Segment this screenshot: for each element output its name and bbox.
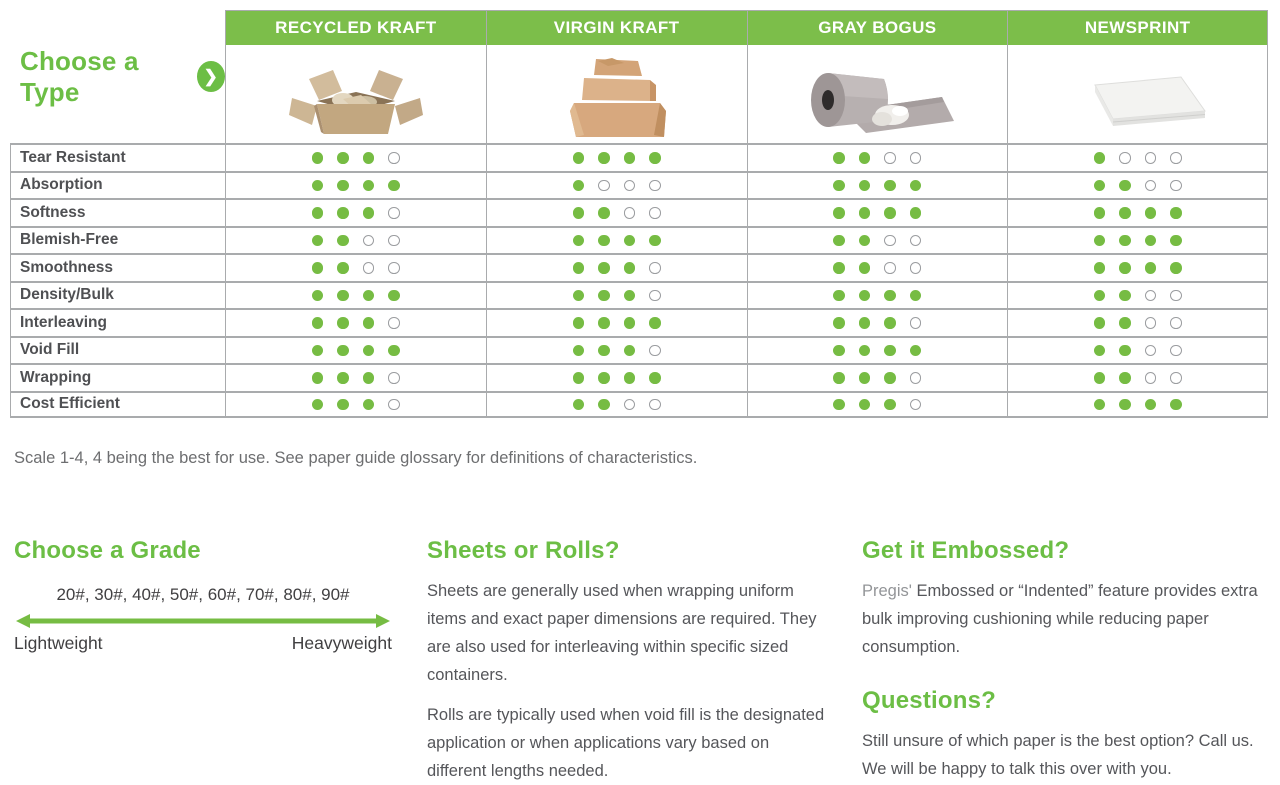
rating-dot-filled	[859, 372, 871, 384]
rating-dot-filled	[573, 345, 585, 357]
column-header-gray-bogus	[747, 10, 1008, 45]
rating-cell	[486, 391, 747, 419]
rating-dot-filled	[598, 235, 610, 247]
rating-dot-empty	[1170, 290, 1182, 302]
rating-dot-filled	[363, 207, 375, 219]
rating-dot-filled	[1119, 399, 1131, 411]
rating-dot-empty	[649, 262, 661, 274]
chevron-right-circle-icon[interactable]: ❯	[197, 61, 225, 92]
rating-cell	[1007, 391, 1268, 419]
rating-dot-filled	[363, 372, 375, 384]
rating-dot-filled	[598, 372, 610, 384]
rating-dot-empty	[388, 262, 400, 274]
rating-dot-filled	[363, 152, 375, 164]
rating-cell	[225, 308, 486, 336]
rating-dot-filled	[833, 235, 845, 247]
rating-dot-filled	[884, 290, 896, 302]
rating-dot-filled	[1170, 262, 1182, 274]
row-label: Wrapping	[10, 363, 225, 391]
rating-dot-filled	[388, 180, 400, 192]
rating-dot-filled	[859, 152, 871, 164]
column-header-label: VIRGIN KRAFT	[553, 18, 680, 37]
rating-dot-empty	[910, 399, 922, 411]
rating-dot-empty	[649, 345, 661, 357]
column-header-recycled-kraft	[225, 10, 486, 45]
rating-dot-filled	[312, 262, 324, 274]
rating-dot-filled	[337, 317, 349, 329]
rating-dot-filled	[388, 345, 400, 357]
rating-cell	[1007, 363, 1268, 391]
rating-cell	[225, 391, 486, 419]
rating-cell	[747, 253, 1008, 281]
sheets-paragraph: Sheets are generally used when wrapping uniform items and exact paper dimensions are required. They are also used for interleaving within specific sized containers.	[427, 582, 817, 684]
rating-dot-filled	[363, 399, 375, 411]
rating-dot-filled	[833, 345, 845, 357]
rating-dot-empty	[910, 317, 922, 329]
column-header-newsprint	[1007, 10, 1268, 45]
rating-dot-filled	[624, 235, 636, 247]
rating-dot-filled	[1094, 290, 1106, 302]
rating-dot-empty	[649, 290, 661, 302]
rating-cell	[747, 171, 1008, 199]
choose-a-grade-section	[14, 537, 392, 785]
rating-dot-empty	[649, 180, 661, 192]
choose-type-label: Choose a Type	[20, 45, 139, 107]
row-label: Absorption	[10, 171, 225, 199]
rating-dot-filled	[1094, 262, 1106, 274]
rating-dot-filled	[884, 399, 896, 411]
rating-dot-filled	[649, 372, 661, 384]
rating-dot-filled	[598, 345, 610, 357]
row-label: Blemish-Free	[10, 226, 225, 254]
rating-dot-filled	[337, 345, 349, 357]
rating-dot-empty	[624, 399, 636, 411]
rating-dot-filled	[1145, 399, 1157, 411]
rating-dot-filled	[1145, 235, 1157, 247]
rating-cell	[225, 336, 486, 364]
rating-cell	[225, 363, 486, 391]
rating-dot-filled	[363, 290, 375, 302]
rating-dot-empty	[388, 235, 400, 247]
rating-dot-filled	[598, 399, 610, 411]
rating-cell	[225, 171, 486, 199]
recycled-kraft-open-box-image	[225, 45, 486, 143]
rating-dot-empty	[884, 262, 896, 274]
rating-dot-filled	[363, 180, 375, 192]
rating-dot-filled	[1119, 207, 1131, 219]
rating-dot-filled	[1094, 399, 1106, 411]
rating-dot-filled	[1119, 262, 1131, 274]
rating-dot-empty	[1170, 317, 1182, 329]
rating-dot-filled	[573, 290, 585, 302]
rating-cell	[486, 253, 747, 281]
questions-paragraph: Still unsure of which paper is the best option? Call us. We will be happy to talk this over with you.	[862, 732, 1254, 778]
virgin-kraft-wrapped-parcels-image	[486, 45, 747, 143]
row-label: Interleaving	[10, 308, 225, 336]
rating-dot-filled	[1145, 262, 1157, 274]
rating-dot-filled	[833, 317, 845, 329]
double-headed-arrow-icon	[14, 613, 392, 629]
gray-bogus-paper-roll-image	[747, 45, 1008, 143]
bottom-info-section	[14, 537, 1280, 785]
rating-dot-filled	[1094, 152, 1106, 164]
rating-dot-empty	[649, 207, 661, 219]
rating-dot-filled	[624, 345, 636, 357]
rating-dot-filled	[573, 207, 585, 219]
rating-dot-empty	[1170, 180, 1182, 192]
rating-dot-empty	[910, 372, 922, 384]
rating-dot-filled	[1094, 345, 1106, 357]
rating-dot-filled	[833, 207, 845, 219]
rating-dot-filled	[833, 180, 845, 192]
rating-dot-filled	[337, 262, 349, 274]
rating-dot-filled	[884, 180, 896, 192]
rating-dot-empty	[910, 262, 922, 274]
rating-cell	[486, 198, 747, 226]
rating-cell	[1007, 253, 1268, 281]
rating-dot-filled	[833, 262, 845, 274]
rating-dot-filled	[624, 317, 636, 329]
rating-cell	[486, 308, 747, 336]
rolls-paragraph: Rolls are typically used when void fill is the designated application or when applications vary based on different lengths needed.	[427, 706, 825, 780]
rating-dot-filled	[598, 317, 610, 329]
rating-dot-empty	[1145, 317, 1157, 329]
rating-dot-empty	[1145, 180, 1157, 192]
rating-dot-filled	[649, 235, 661, 247]
rating-dot-filled	[833, 399, 845, 411]
row-label: Cost Efficient	[10, 391, 225, 419]
rating-dot-filled	[363, 345, 375, 357]
lightweight-label: Lightweight	[14, 633, 103, 653]
newsprint-sheet-stack-image	[1007, 45, 1268, 143]
choose-a-type-heading	[10, 10, 225, 143]
scale-note: Scale 1-4, 4 being the best for use. See paper guide glossary for definitions of characteristics.	[14, 448, 698, 467]
rating-dot-filled	[624, 372, 636, 384]
rating-cell	[747, 198, 1008, 226]
rating-dot-filled	[1119, 372, 1131, 384]
rating-dot-filled	[1119, 345, 1131, 357]
rating-dot-filled	[312, 345, 324, 357]
embossed-paragraph	[862, 577, 1280, 661]
questions-heading: Questions?	[862, 687, 997, 714]
rating-dot-filled	[859, 399, 871, 411]
rating-dot-filled	[337, 399, 349, 411]
rating-dot-filled	[1145, 207, 1157, 219]
rating-dot-filled	[388, 290, 400, 302]
rating-dot-empty	[1145, 290, 1157, 302]
rating-cell	[747, 281, 1008, 309]
row-label: Softness	[10, 198, 225, 226]
rating-dot-empty	[388, 152, 400, 164]
rating-dot-filled	[833, 152, 845, 164]
rating-dot-filled	[1170, 207, 1182, 219]
rating-dot-filled	[910, 207, 922, 219]
rating-dot-filled	[312, 180, 324, 192]
rating-dot-filled	[337, 290, 349, 302]
rating-dot-filled	[859, 235, 871, 247]
rating-dot-empty	[1145, 372, 1157, 384]
rating-dot-empty	[1170, 372, 1182, 384]
rating-dot-filled	[312, 372, 324, 384]
choose-a-grade-heading: Choose a Grade	[14, 537, 201, 564]
rating-dot-filled	[1119, 235, 1131, 247]
rating-dot-filled	[1094, 180, 1106, 192]
rating-dot-filled	[624, 262, 636, 274]
rating-dot-filled	[1119, 180, 1131, 192]
rating-dot-filled	[859, 290, 871, 302]
rating-dot-empty	[363, 235, 375, 247]
rating-cell	[747, 226, 1008, 254]
rating-cell	[747, 336, 1008, 364]
sheets-or-rolls-heading: Sheets or Rolls?	[427, 537, 620, 564]
rating-dot-filled	[312, 317, 324, 329]
rating-dot-filled	[337, 152, 349, 164]
rating-cell	[486, 363, 747, 391]
rating-cell	[486, 226, 747, 254]
rating-dot-empty	[1170, 345, 1182, 357]
rating-dot-empty	[910, 235, 922, 247]
column-header-label: RECYCLED KRAFT	[275, 18, 437, 37]
rating-dot-filled	[833, 372, 845, 384]
rating-cell	[747, 308, 1008, 336]
rating-cell	[1007, 198, 1268, 226]
rating-dot-filled	[649, 152, 661, 164]
rating-cell	[486, 336, 747, 364]
rating-dot-filled	[598, 152, 610, 164]
rating-cell	[747, 363, 1008, 391]
rating-dot-filled	[859, 317, 871, 329]
rating-dot-filled	[598, 207, 610, 219]
row-label: Tear Resistant	[10, 143, 225, 171]
rating-dot-empty	[388, 207, 400, 219]
embossed-and-questions-section	[862, 537, 1280, 785]
rating-dot-filled	[337, 180, 349, 192]
rating-dot-filled	[337, 207, 349, 219]
rating-dot-filled	[1170, 399, 1182, 411]
rating-dot-filled	[1094, 317, 1106, 329]
rating-dot-filled	[1094, 372, 1106, 384]
rating-dot-empty	[910, 152, 922, 164]
get-it-embossed-heading: Get it Embossed?	[862, 537, 1070, 564]
rating-cell	[1007, 281, 1268, 309]
rating-dot-filled	[884, 207, 896, 219]
rating-cell	[1007, 171, 1268, 199]
rating-dot-filled	[337, 372, 349, 384]
row-label: Density/Bulk	[10, 281, 225, 309]
rating-dot-filled	[910, 290, 922, 302]
rating-cell	[225, 143, 486, 171]
rating-cell	[225, 198, 486, 226]
rating-dot-filled	[1094, 207, 1106, 219]
embossed-text: Embossed or “Indented” feature provides extra bulk improving cushioning while reducing paper consumption.	[862, 582, 1258, 656]
rating-dot-empty	[1145, 345, 1157, 357]
rating-dot-filled	[598, 290, 610, 302]
rating-cell	[1007, 143, 1268, 171]
rating-dot-empty	[884, 235, 896, 247]
rating-cell	[225, 281, 486, 309]
rating-cell	[486, 143, 747, 171]
rating-dot-filled	[312, 290, 324, 302]
rating-dot-filled	[573, 235, 585, 247]
rating-dot-filled	[859, 345, 871, 357]
rating-cell	[486, 171, 747, 199]
rating-dot-filled	[1094, 235, 1106, 247]
rating-dot-empty	[1119, 152, 1131, 164]
rating-cell	[747, 143, 1008, 171]
rating-dot-empty	[388, 399, 400, 411]
rating-dot-filled	[363, 317, 375, 329]
rating-dot-empty	[388, 372, 400, 384]
rating-dot-filled	[312, 235, 324, 247]
rating-cell	[486, 281, 747, 309]
rating-dot-filled	[573, 399, 585, 411]
rating-dot-empty	[884, 152, 896, 164]
rating-cell	[1007, 336, 1268, 364]
rating-dot-filled	[833, 290, 845, 302]
rating-dot-empty	[1170, 152, 1182, 164]
rating-dot-filled	[910, 180, 922, 192]
rating-dot-filled	[884, 372, 896, 384]
rating-dot-filled	[312, 152, 324, 164]
rating-dot-empty	[624, 207, 636, 219]
rating-dot-filled	[573, 152, 585, 164]
rating-cell	[225, 253, 486, 281]
rating-dot-filled	[573, 180, 585, 192]
rating-cell	[1007, 308, 1268, 336]
rating-dot-filled	[1119, 290, 1131, 302]
rating-dot-filled	[624, 290, 636, 302]
rating-dot-filled	[312, 207, 324, 219]
rating-dot-empty	[1145, 152, 1157, 164]
column-header-label: NEWSPRINT	[1084, 18, 1191, 37]
rating-dot-filled	[598, 262, 610, 274]
rating-dot-empty	[388, 317, 400, 329]
column-header-virgin-kraft	[486, 10, 747, 45]
rating-dot-filled	[573, 262, 585, 274]
rating-dot-empty	[624, 180, 636, 192]
rating-dot-filled	[910, 345, 922, 357]
rating-dot-filled	[337, 235, 349, 247]
brand-name: Pregis'	[862, 582, 912, 600]
rating-dot-filled	[859, 180, 871, 192]
rating-dot-filled	[884, 317, 896, 329]
rating-dot-filled	[1119, 317, 1131, 329]
rating-dot-filled	[573, 372, 585, 384]
grade-weights: 20#, 30#, 40#, 50#, 60#, 70#, 80#, 90#	[56, 585, 350, 604]
rating-dot-filled	[624, 152, 636, 164]
rating-cell	[225, 226, 486, 254]
rating-cell	[747, 391, 1008, 419]
rating-dot-filled	[859, 207, 871, 219]
row-label: Smoothness	[10, 253, 225, 281]
heavyweight-label: Heavyweight	[291, 633, 392, 653]
rating-dot-filled	[884, 345, 896, 357]
rating-cell	[1007, 226, 1268, 254]
rating-dot-filled	[649, 317, 661, 329]
rating-dot-filled	[573, 317, 585, 329]
rating-dot-filled	[859, 262, 871, 274]
rating-dot-empty	[649, 399, 661, 411]
rating-dot-empty	[598, 180, 610, 192]
row-label: Void Fill	[10, 336, 225, 364]
sheets-or-rolls-section	[427, 537, 827, 785]
rating-dot-empty	[363, 262, 375, 274]
rating-dot-filled	[312, 399, 324, 411]
paper-type-comparison-table	[10, 10, 1268, 418]
column-header-label: GRAY BOGUS	[818, 18, 937, 37]
rating-dot-filled	[1170, 235, 1182, 247]
